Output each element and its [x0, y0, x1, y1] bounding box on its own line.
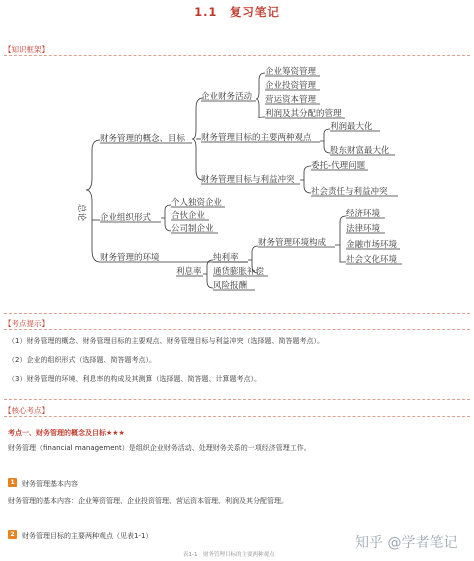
activity-item: 企业投资管理 [265, 81, 317, 91]
core-point-title: 考点一、财务管理的概念及目标★★★ [8, 429, 125, 437]
tips-divider-top [4, 313, 470, 314]
composition-label: 财务管理环境构成 [258, 238, 327, 248]
org-item: 公司制企业 [171, 224, 214, 234]
composition-item: 法律环境 [346, 224, 381, 234]
tip-item: （3）财务管理的环境、利息率的构成及其测算（选择题、简答题、计算题考点）。 [8, 375, 261, 383]
org-item: 合伙企业 [171, 211, 206, 221]
tip-item: （1）财务管理的概念、财务管理目标的主要观点、财务管理目标与利益冲突（选择题、简答题考点）。 [8, 337, 324, 345]
conflict-brace [300, 166, 311, 193]
mindmap-root: 总论 [76, 204, 86, 222]
core-divider [4, 416, 470, 417]
view-item: 股东财富最大化 [330, 146, 390, 156]
subsection-number-badge: 1 [8, 478, 17, 487]
subsection-number-badge: 2 [8, 530, 17, 539]
framework-section-tag: 【知识框架】 [4, 45, 49, 54]
org-item: 个人独资企业 [171, 198, 223, 208]
subsection-title: 财务管理基本内容 [22, 480, 78, 488]
subsection-text: 财务管理的基本内容：企业筹资管理、企业投资管理、营运资本管理、利润及其分配管理。 [8, 497, 288, 505]
conflict-label: 财务管理目标与利益冲突 [201, 175, 295, 185]
rate-brace [203, 260, 213, 288]
composition-brace [335, 216, 346, 262]
rate-label: 利息率 [176, 267, 202, 277]
core-definition: 财务管理（financial management）是组织企业财务活动、处理财务关系的一项经济管理工作。 [8, 444, 311, 452]
activity-item: 营运资本管理 [265, 95, 317, 105]
composition-item: 金融市场环境 [346, 240, 398, 250]
core-section-tag: 【核心考点】 [4, 406, 49, 415]
views-label: 财务管理目标的主要两种观点 [201, 133, 312, 143]
tips-divider [4, 329, 470, 330]
core-divider-top [4, 399, 470, 400]
env-label: 财务管理的环境 [100, 253, 160, 263]
org-brace [161, 205, 171, 231]
activities-label: 企业财务活动 [201, 92, 253, 102]
conflict-item: 委托-代理问题 [311, 161, 366, 171]
composition-item: 社会文化环境 [346, 255, 398, 265]
composition-item: 经济环境 [346, 209, 381, 219]
rate-item: 纯利率 [213, 253, 239, 263]
rate-item: 通货膨胀补偿 [213, 267, 265, 277]
view-item: 利润最大化 [330, 122, 373, 132]
activity-item: 利润及其分配的管理 [265, 109, 342, 119]
tip-item: （2）企业的组织形式（选择题、简答题考点）。 [8, 356, 156, 364]
zhihu-watermark: 知乎 @学者笔记 [355, 535, 458, 551]
org-label: 企业组织形式 [100, 213, 152, 223]
table-caption: 表1-1 财务管理目标的主要两种观点 [183, 552, 275, 558]
rate-item: 风险报酬 [213, 281, 248, 291]
tips-section-tag: 【考点提示】 [4, 319, 49, 328]
views-brace [320, 129, 330, 153]
concept-label: 财务管理的概念、目标 [100, 134, 186, 144]
activity-item: 企业筹资管理 [265, 67, 317, 77]
activities-brace [256, 73, 265, 118]
subsection-title: 财务管理目标的主要两种观点（见表1-1） [22, 532, 153, 540]
page-title: 1.1 复习笔记 [194, 5, 280, 19]
root-brace [86, 140, 100, 262]
conflict-item: 社会责任与利益冲突 [311, 187, 388, 197]
